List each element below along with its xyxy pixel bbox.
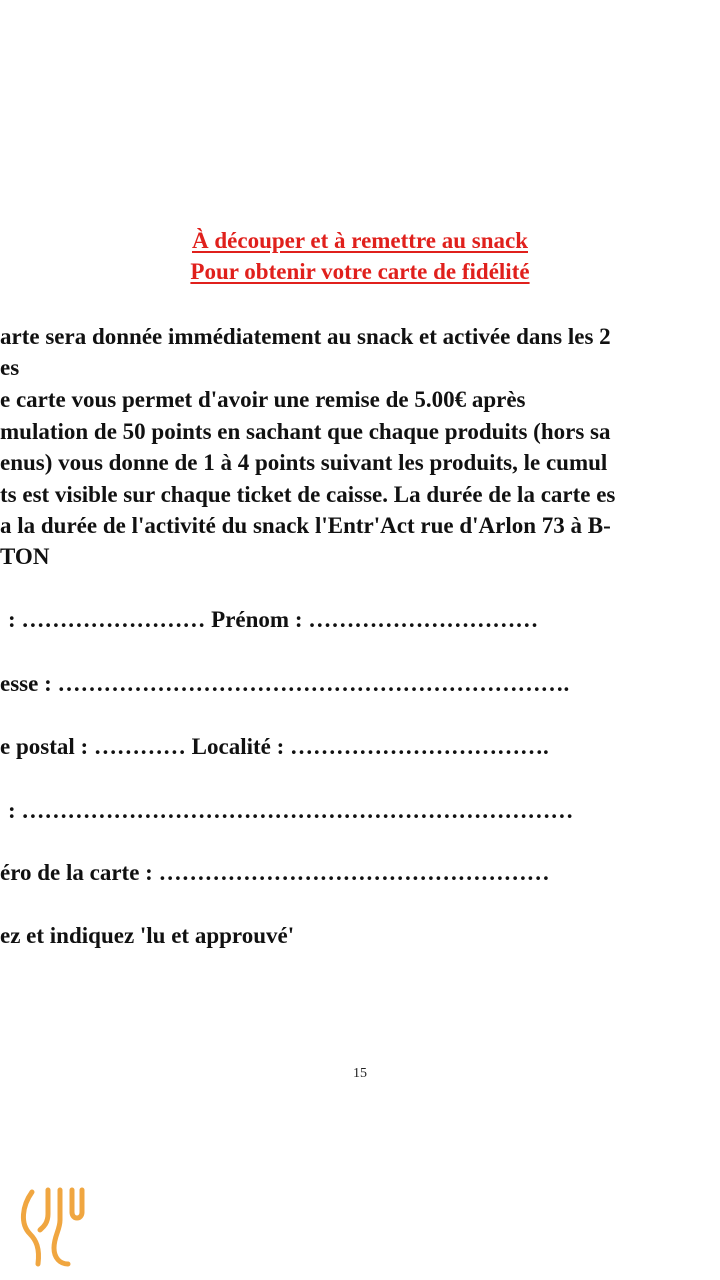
- fork-and-spoon-logo-icon: [12, 1184, 98, 1270]
- card-number-field: éro de la carte : ……………………………………………: [0, 860, 550, 885]
- heading-line-1: À découper et à remettre au snack: [192, 228, 528, 253]
- body-line-8: TON: [0, 544, 50, 569]
- postal-locality-field: e postal : ………… Localité : …………………………….: [0, 734, 549, 759]
- contact-field: : ………………………………………………………………: [8, 798, 574, 823]
- body-line-1: arte sera donnée immédiatement au snack et activée dans les 2: [0, 324, 611, 349]
- page-number: 15: [353, 1066, 367, 1081]
- signature-instruction: ez et indiquez 'lu et approuvé': [0, 923, 295, 948]
- address-field: esse : ………………………………………………………….: [0, 671, 570, 696]
- body-line-5: enus) vous donne de 1 à 4 points suivant les produits, le cumul: [0, 450, 608, 475]
- body-line-6: ts est visible sur chaque ticket de caisse. La durée de la carte es: [0, 482, 616, 507]
- body-line-7: a la durée de l'activité du snack l'Entr'Act rue d'Arlon 73 à B-: [0, 513, 611, 538]
- heading-line-2: Pour obtenir votre carte de fidélité: [190, 259, 530, 284]
- body-line-4: mulation de 50 points en sachant que chaque produits (hors sa: [0, 419, 611, 444]
- body-line-2: es: [0, 355, 20, 380]
- body-line-3: e carte vous permet d'avoir une remise de 5.00€ après: [0, 387, 526, 412]
- name-firstname-field: : …………………… Prénom : …………………………: [8, 607, 539, 632]
